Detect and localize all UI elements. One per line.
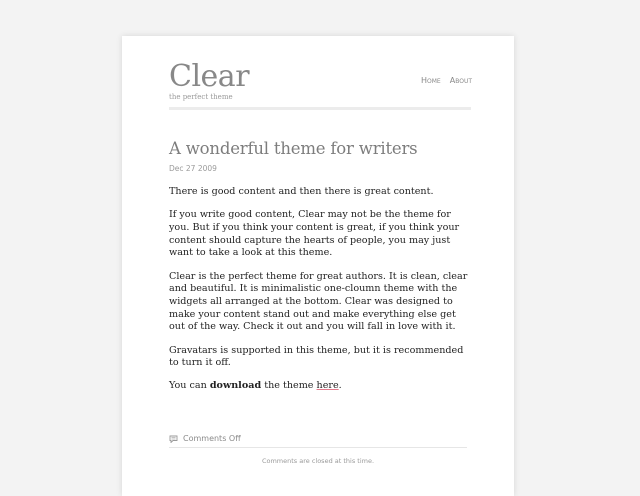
download-here-link[interactable]: here: [316, 380, 339, 392]
site-title[interactable]: Clear: [169, 59, 250, 94]
post-date: Dec 27 2009: [169, 164, 217, 173]
download-prefix: You can: [169, 380, 207, 392]
main-nav: [421, 76, 472, 85]
download-suffix: .: [338, 380, 342, 392]
comments-off-label: Comments Off: [183, 434, 241, 443]
download-middle: the theme: [264, 380, 314, 392]
comments-meta: [169, 434, 241, 443]
comments-divider: [169, 447, 467, 448]
post-paragraph: There is good content and then there is great content.: [169, 186, 434, 197]
nav-item-home[interactable]: Home: [421, 76, 441, 85]
post-title[interactable]: A wonderful theme for writers: [169, 139, 418, 158]
comment-bubble-icon: [169, 435, 178, 443]
download-bold-text: download: [209, 380, 262, 392]
comments-closed-note: Comments are closed at this time.: [261, 457, 375, 465]
download-paragraph: [169, 380, 469, 393]
site-tagline: the perfect theme: [169, 93, 233, 101]
nav-item-about[interactable]: About: [449, 76, 472, 85]
post-paragraph: Clear is the perfect theme for great authors. It is clean, clear and beautiful. It is minimalistic one-cloumn theme with the widgets all arranged at the bottom. Clear was designed to make your content stand out and make everything else get out of the way. Check it out and you will fall in love with it.: [169, 270, 468, 333]
page-container: [122, 36, 514, 496]
post-paragraph: If you write good content, Clear may not be the theme for you. But if you think your content is great, if you think your content should capture the hearts of people, you may just want to take a look at this theme.: [169, 209, 460, 259]
post-body: [169, 186, 469, 404]
header-divider: [169, 107, 471, 110]
post-paragraph: Gravatars is supported in this theme, but it is recommended to turn it off.: [169, 344, 464, 369]
